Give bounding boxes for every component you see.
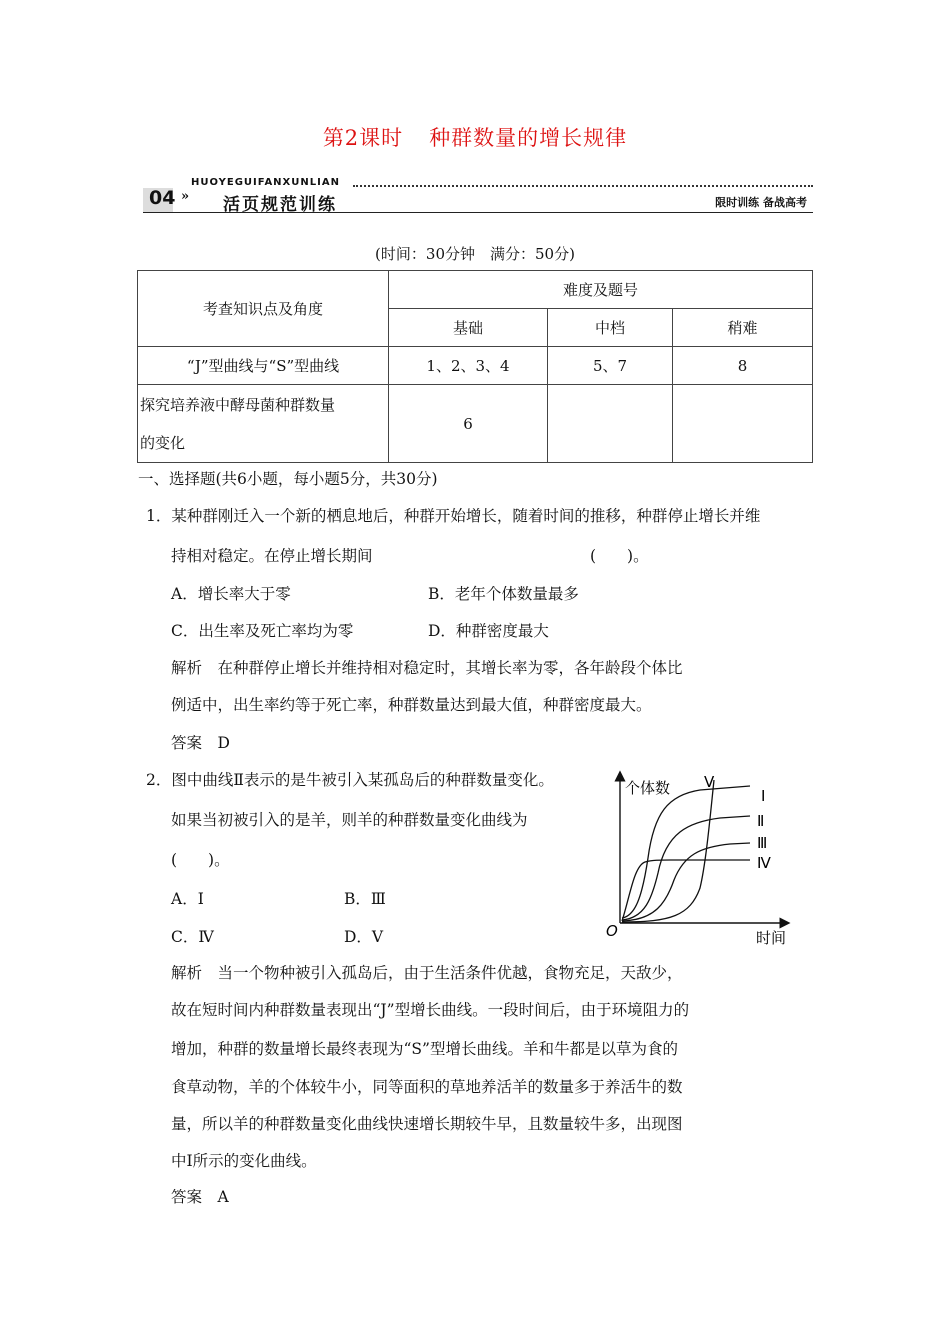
page-title: 第2课时 种群数量的增长规律 [322,126,628,150]
table-header-topic: 考查知识点及角度 [138,271,389,347]
section-heading: 一、选择题(共6小题，每小题5分，共30分) [138,470,438,488]
table-level-basic: 基础 [389,309,548,347]
banner-arrow-icon: » [181,189,190,204]
q1-option-b: B．老年个体数量最多 [428,585,579,603]
exam-meta: (时间：30分钟 满分：50分) [375,245,575,263]
population-curve-figure [600,768,800,950]
curve-label-iv: Ⅳ [757,854,771,872]
q2-analysis-line4: 食草动物，羊的个体较牛小，同等面积的草地养活羊的数量多于养活牛的数 [171,1078,683,1096]
q2-stem-line2: 如果当初被引入的是羊，则羊的种群数量变化曲线为 [171,811,528,829]
section-banner [143,175,813,215]
q2-stem-line1: 2．图中曲线Ⅱ表示的是牛被引入某孤岛后的种群数量变化。 [146,771,554,789]
origin-label: O [606,922,618,940]
q2-option-d: D．Ⅴ [344,928,384,946]
table-cell: 5、7 [548,347,673,385]
table-level-hard: 稍难 [673,309,813,347]
x-axis-label: 时间 [756,929,787,947]
q1-option-c: C．出生率及死亡率均为零 [171,622,354,640]
banner-slogan: 限时训练 备战高考 [715,196,807,209]
q1-analysis-line2: 例适中，出生率约等于死亡率，种群数量达到最大值，种群密度最大。 [171,696,652,714]
curve-label-iii: Ⅲ [757,834,768,852]
banner-title: 活页规范训练 [223,195,337,215]
q2-answer: 答案 A [171,1188,229,1206]
table-cell: 8 [673,347,813,385]
q2-analysis-line3: 增加，种群的数量增长最终表现为“S”型增长曲线。羊和牛都是以草为食的 [171,1040,678,1058]
q2-option-c: C．Ⅳ [171,928,214,946]
banner-number: 04 [149,187,176,209]
q1-option-a: A．增长率大于零 [171,585,291,603]
q1-option-d: D．种群密度最大 [428,622,549,640]
table-row-topic: “J”型曲线与“S”型曲线 [138,347,389,385]
curve-i [622,786,750,918]
banner-dotted-rule [353,185,813,187]
q2-analysis-line2: 故在短时间内种群数量表现出“J”型增长曲线。一段时间后，由于环境阻力的 [171,1001,690,1019]
q1-answer: 答案 D [171,734,230,752]
q2-option-a: A．Ⅰ [171,890,204,908]
q2-analysis-line1: 解析 当一个物种被引入孤岛后，由于生活条件优越，食物充足，天敌少， [171,964,683,982]
table-level-medium: 中档 [548,309,673,347]
curve-label-ii: Ⅱ [757,812,765,830]
knowledge-table [137,270,813,463]
q2-option-b: B．Ⅲ [344,890,386,908]
table-cell [673,385,813,463]
q2-analysis-line5: 量，所以羊的种群数量变化曲线快速增长期较牛早，且数量较牛多，出现图 [171,1115,683,1133]
q1-blank: ( )。 [590,547,649,565]
q1-stem-line1: 1．某种群刚迁入一个新的栖息地后，种群开始增长，随着时间的推移，种群停止增长并维 [146,507,761,525]
banner-rule [143,212,813,213]
q2-stem-line3: ( )。 [171,851,230,869]
y-axis-label: 个体数 [625,779,671,797]
banner-pinyin: HUOYEGUIFANXUNLIAN [191,177,340,188]
q2-analysis-line6: 中Ⅰ所示的变化曲线。 [171,1152,317,1170]
table-row-topic: 探究培养液中酵母菌种群数量 的变化 [138,385,389,463]
table-header-difficulty: 难度及题号 [389,271,813,309]
table-cell: 1、2、3、4 [389,347,548,385]
curve-label-v: V [704,773,715,791]
curve-ii [622,816,750,920]
table-cell: 6 [389,385,548,463]
q1-analysis-line1: 解析 在种群停止增长并维持相对稳定时，其增长率为零，各年龄段个体比 [171,659,683,677]
curve-label-i: Ⅰ [761,787,766,805]
q1-stem-line2: 持相对稳定。在停止增长期间 [171,547,373,565]
table-cell [548,385,673,463]
